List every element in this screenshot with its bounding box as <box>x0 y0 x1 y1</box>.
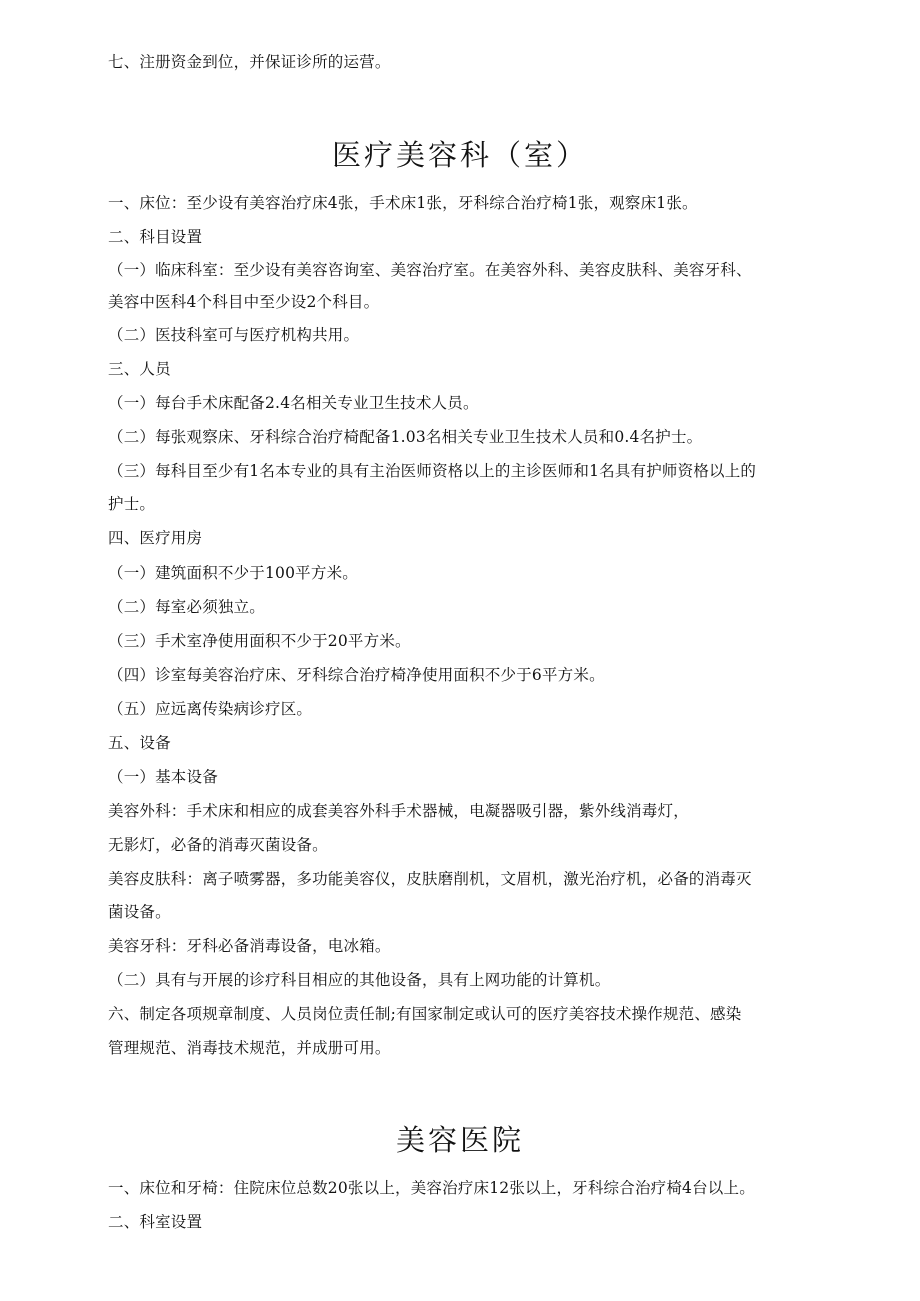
paragraph-line: 五、设备 <box>108 734 171 752</box>
paragraph-line: 三、人员 <box>108 360 171 378</box>
paragraph-line: 美容中医科4个科目中至少设2个科目。 <box>108 293 380 311</box>
paragraph-line: （一）基本设备 <box>108 768 218 786</box>
paragraph-line: 一、床位和牙椅：住院床位总数20张以上，美容治疗床12张以上，牙科综合治疗椅4台以上。 <box>108 1179 755 1197</box>
paragraph-line: 七、注册资金到位，并保证诊所的运营。 <box>108 53 391 71</box>
paragraph-line: 护士。 <box>108 495 156 513</box>
paragraph-line: 一、床位：至少设有美容治疗床4张，手术床1张，牙科综合治疗椅1张，观察床1张。 <box>108 194 698 212</box>
paragraph-line: （二）具有与开展的诊疗科目相应的其他设备，具有上网功能的计算机。 <box>108 971 611 989</box>
paragraph-line: 美容皮肤科：离子喷雾器，多功能美容仪，皮肤磨削机，文眉机，激光治疗机，必备的消毒灭 <box>108 870 752 888</box>
paragraph-line: 二、科室设置 <box>108 1213 203 1231</box>
paragraph-line: （二）每室必须独立。 <box>108 598 266 616</box>
paragraph-line: （一）建筑面积不少于100平方米。 <box>108 564 358 582</box>
paragraph-line: 无影灯，必备的消毒灭菌设备。 <box>108 836 328 854</box>
paragraph-line: 美容外科：手术床和相应的成套美容外科手术器械，电凝器吸引器，紫外线消毒灯， <box>108 802 689 820</box>
section-title: 医疗美容科（室） <box>331 138 588 172</box>
paragraph-line: （四）诊室每美容治疗床、牙科综合治疗椅净使用面积不少于6平方米。 <box>108 666 605 684</box>
paragraph-line: （二）每张观察床、牙科综合治疗椅配备1.03名相关专业卫生技术人员和0.4名护士。 <box>108 428 703 446</box>
paragraph-line: （三）手术室净使用面积不少于20平方米。 <box>108 632 411 650</box>
paragraph-line: 四、医疗用房 <box>108 529 203 547</box>
section-title: 美容医院 <box>395 1123 524 1157</box>
paragraph-line: 美容牙科：牙科必备消毒设备，电冰箱。 <box>108 937 391 955</box>
paragraph-line: （五）应远离传染病诊疗区。 <box>108 700 313 718</box>
paragraph-line: （一）每台手术床配备2.4名相关专业卫生技术人员。 <box>108 394 479 412</box>
paragraph-line: 菌设备。 <box>108 903 171 921</box>
paragraph-line: （二）医技科室可与医疗机构共用。 <box>108 326 360 344</box>
paragraph-line: （一）临床科室：至少设有美容咨询室、美容治疗室。在美容外科、美容皮肤科、美容牙科、 <box>108 261 752 279</box>
paragraph-line: 六、制定各项规章制度、人员岗位责任制;有国家制定或认可的医疗美容技术操作规范、感染 <box>108 1005 742 1023</box>
paragraph-line: 二、科目设置 <box>108 228 203 246</box>
paragraph-line: （三）每科目至少有1名本专业的具有主治医师资格以上的主诊医师和1名具有护师资格以上的 <box>108 462 757 480</box>
paragraph-line: 管理规范、消毒技术规范，并成册可用。 <box>108 1039 391 1057</box>
